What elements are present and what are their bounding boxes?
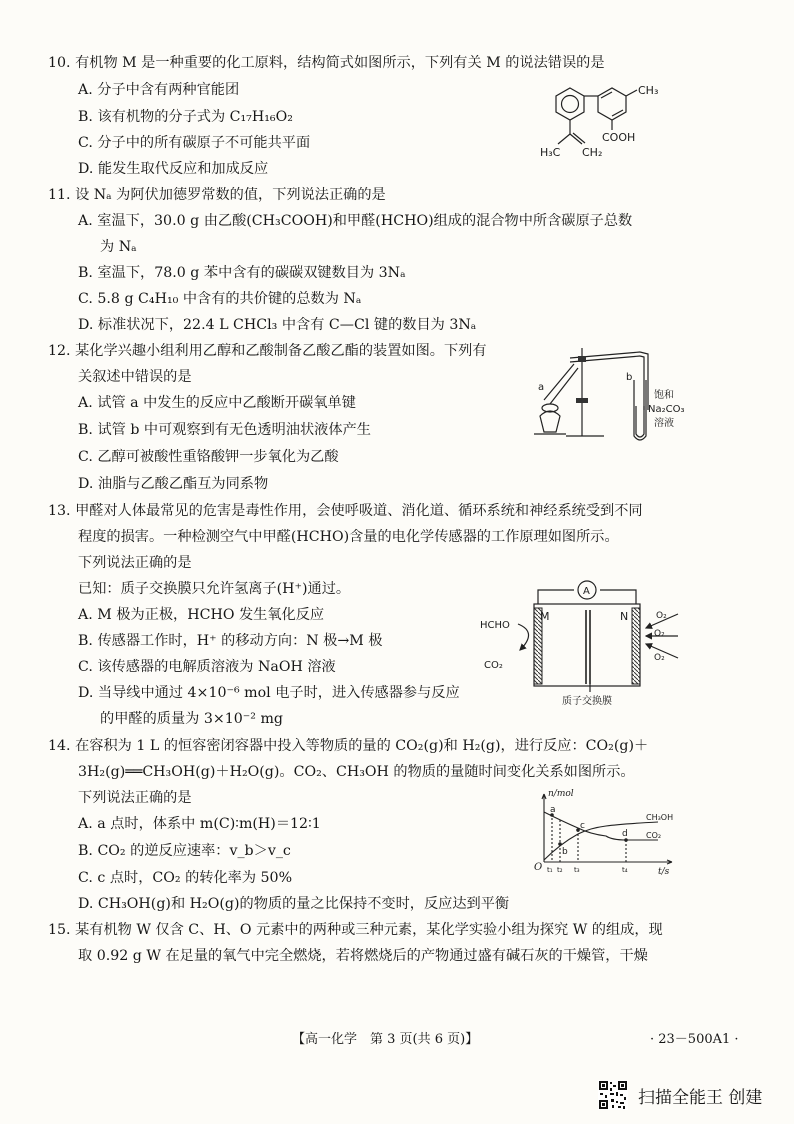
q14-graph-figure bbox=[530, 788, 690, 878]
footer-code: · 23－500A1 · bbox=[650, 1032, 739, 1047]
q10-left-methyl-label: H₃C bbox=[540, 146, 561, 159]
q13-stem-1: 13. 甲醛对人体最常见的危害是毒性作用，会使呼吸道、消化道、循环系统和神经系统受到不同 bbox=[48, 503, 643, 519]
scanner-watermark: 扫描全能王 创建 bbox=[638, 1088, 763, 1108]
q14-x-axis-label: t/s bbox=[658, 867, 670, 877]
q13-option-d: D. 当导线中通过 4×10⁻⁶ mol 电子时，进入传感器参与反应 bbox=[78, 685, 460, 701]
q14-stem-3: 下列说法正确的是 bbox=[78, 790, 192, 806]
q13-stem-4: 已知：质子交换膜只允许氢离子(H⁺)通过。 bbox=[78, 581, 351, 597]
q12-label-3: 溶液 bbox=[654, 418, 674, 429]
q11-option-a: A. 室温下，30.0 g 由乙酸(CH₃COOH)和甲醛(HCHO)组成的混合物中所含碳原子总数 bbox=[78, 213, 633, 229]
qr-code-icon bbox=[598, 1080, 628, 1110]
footer-page-info: 【高一化学 第 3 页(共 6 页)】 bbox=[292, 1032, 479, 1047]
q13-o2-label-3: O₂ bbox=[654, 653, 665, 663]
q14-y-axis-label: n/mol bbox=[548, 789, 574, 799]
q10-acid-label: COOH bbox=[602, 131, 636, 144]
q12-option-b: B. 试管 b 中可观察到有无色透明油状液体产生 bbox=[78, 422, 371, 438]
q10-methyl-label: CH₃ bbox=[638, 84, 659, 97]
q13-o2-label-2: O₂ bbox=[654, 629, 665, 639]
q14-point-d: d bbox=[622, 829, 628, 839]
q10-option-b: B. 该有机物的分子式为 C₁₇H₁₆O₂ bbox=[78, 109, 293, 125]
q12-label-2: Na₂CO₃ bbox=[648, 404, 685, 415]
q13-o2-label-1: O₂ bbox=[656, 611, 667, 621]
q14-point-c: c bbox=[580, 821, 585, 831]
q13-option-a: A. M 极为正极，HCHO 发生氧化反应 bbox=[78, 607, 325, 623]
q10-stem: 10. 有机物 M 是一种重要的化工原料，结构简式如图所示，下列有关 M 的说法错误的是 bbox=[48, 55, 605, 71]
q13-electrode-m: M bbox=[540, 610, 550, 623]
q14-stem-2: 3H₂(g)══CH₃OH(g)＋H₂O(g)。CO₂、CH₃OH 的物质的量随时间变化关系如图所示。 bbox=[78, 764, 635, 780]
q11-option-b: B. 室温下，78.0 g 苯中含有的碳碳双键数目为 3Nₐ bbox=[78, 265, 406, 281]
q12-stem-2: 关叙述中错误的是 bbox=[78, 369, 192, 385]
q15-stem-2: 取 0.92 g W 在足量的氧气中完全燃烧，若将燃烧后的产物通过盛有碱石灰的干燥管，干燥 bbox=[78, 948, 648, 964]
q14-point-b: b bbox=[562, 847, 568, 857]
q10-structure-figure bbox=[540, 72, 690, 170]
q14-option-c: C. c 点时，CO₂ 的转化率为 50% bbox=[78, 870, 293, 886]
q13-membrane-label: 质子交换膜 bbox=[562, 696, 612, 707]
q14-option-a: A. a 点时，体系中 m(C)∶m(H)＝12∶1 bbox=[78, 816, 321, 832]
q14-series-bottom: CO₂ bbox=[646, 831, 662, 840]
q13-option-d-cont: 的甲醛的质量为 3×10⁻² mg bbox=[100, 711, 284, 727]
q14-origin-label: O bbox=[534, 862, 543, 873]
q11-option-c: C. 5.8 g C₄H₁₀ 中含有的共价键的总数为 Nₐ bbox=[78, 291, 362, 307]
q11-stem: 11. 设 Nₐ 为阿伏加德罗常数的值，下列说法正确的是 bbox=[48, 187, 386, 203]
q13-electrode-n: N bbox=[620, 610, 629, 623]
q12-option-a: A. 试管 a 中发生的反应中乙酸断开碳氧单键 bbox=[78, 395, 356, 411]
q11-option-a-cont: 为 Nₐ bbox=[100, 239, 137, 255]
q13-option-c: C. 该传感器的电解质溶液为 NaOH 溶液 bbox=[78, 659, 336, 675]
q10-option-a: A. 分子中含有两种官能团 bbox=[78, 82, 240, 98]
q12-apparatus-figure bbox=[530, 340, 685, 444]
q13-co2-label: CO₂ bbox=[484, 660, 503, 671]
q12-option-c: C. 乙醇可被酸性重铬酸钾一步氧化为乙酸 bbox=[78, 449, 339, 465]
q10-option-c: C. 分子中的所有碳原子不可能共平面 bbox=[78, 135, 311, 151]
q11-option-d: D. 标准状况下，22.4 L CHCl₃ 中含有 C—Cl 键的数目为 3Nₐ bbox=[78, 317, 477, 333]
q12-option-d: D. 油脂与乙酸乙酯互为同系物 bbox=[78, 476, 269, 492]
q13-hcho-label: HCHO bbox=[480, 620, 510, 631]
q13-option-b: B. 传感器工作时，H⁺ 的移动方向：N 极→M 极 bbox=[78, 633, 383, 649]
q14-point-a: a bbox=[550, 805, 556, 815]
q14-series-top: CH₃OH bbox=[646, 813, 674, 822]
q14-tick-t4: t₄ bbox=[622, 866, 628, 874]
q14-stem-1: 14. 在容积为 1 L 的恒容密闭容器中投入等物质的量的 CO₂(g)和 H₂(g)，进行反应：CO₂(g)＋ bbox=[48, 738, 649, 754]
q12-tube-b-label: b bbox=[626, 372, 633, 383]
q10-methylene-label: CH₂ bbox=[582, 146, 603, 159]
q15-stem-1: 15. 某有机物 W 仅含 C、H、O 元素中的两种或三种元素，某化学实验小组为探究 W 的组成，现 bbox=[48, 922, 663, 938]
q12-stem-1: 12. 某化学兴趣小组利用乙醇和乙酸制备乙酸乙酯的装置如图。下列有 bbox=[48, 343, 487, 359]
q14-option-b: B. CO₂ 的逆反应速率：v_b＞v_c bbox=[78, 843, 291, 859]
q13-sensor-figure bbox=[478, 580, 684, 708]
q12-label-1: 饱和 bbox=[654, 390, 674, 401]
q14-tick-t1: t₁ bbox=[547, 866, 553, 874]
q13-stem-2: 程度的损害。一种检测空气中甲醛(HCHO)含量的电化学传感器的工作原理如图所示。 bbox=[78, 529, 619, 545]
q13-meter-label: A bbox=[583, 586, 590, 597]
q13-stem-3: 下列说法正确的是 bbox=[78, 555, 192, 571]
q10-option-d: D. 能发生取代反应和加成反应 bbox=[78, 161, 269, 177]
q14-tick-t2: t₂ bbox=[557, 866, 563, 874]
q14-option-d: D. CH₃OH(g)和 H₂O(g)的物质的量之比保持不变时，反应达到平衡 bbox=[78, 896, 510, 912]
q14-tick-t3: t₃ bbox=[574, 866, 580, 874]
q12-tube-a-label: a bbox=[538, 382, 545, 393]
